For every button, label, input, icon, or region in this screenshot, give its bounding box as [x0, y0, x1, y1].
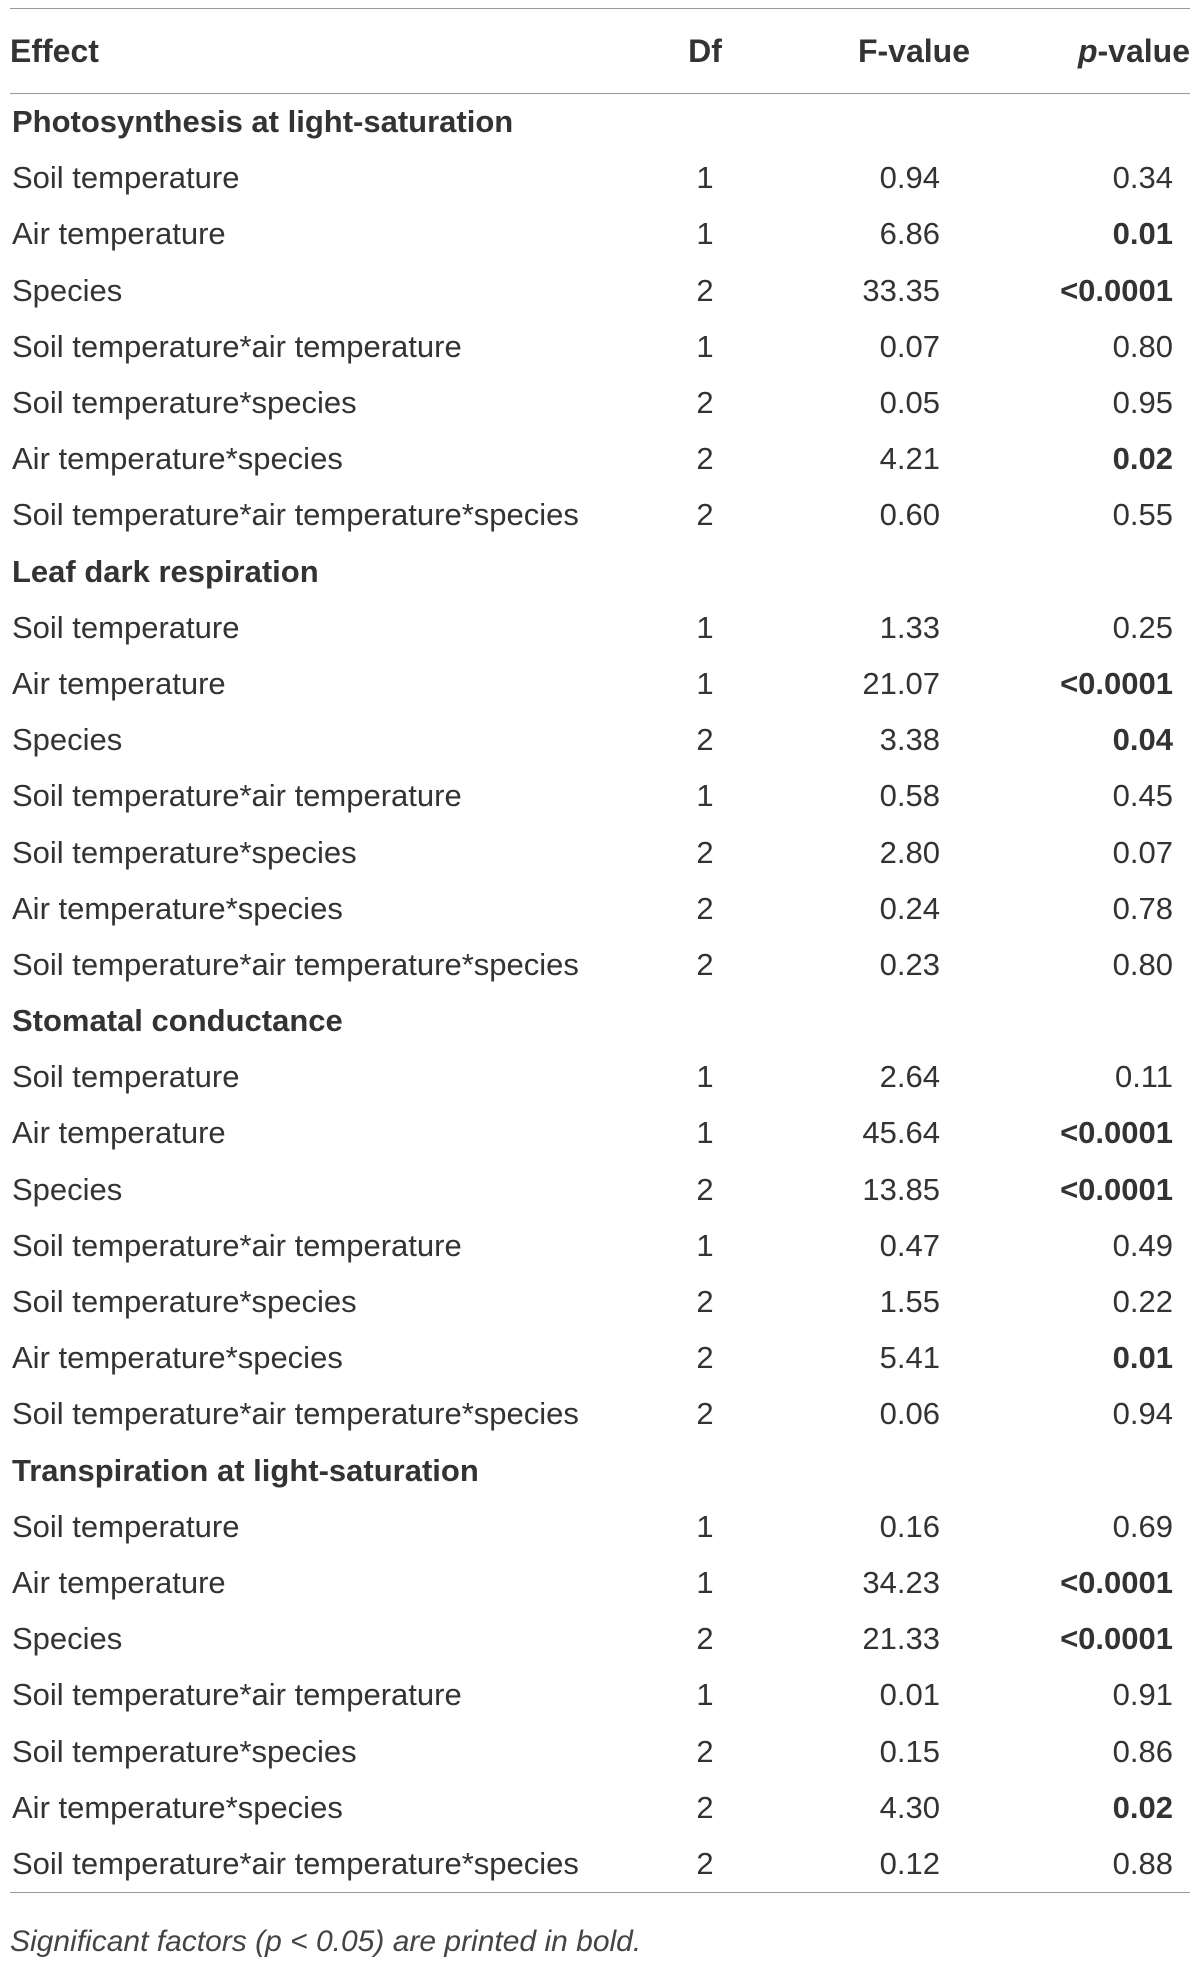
table-row — [10, 150, 1190, 206]
table-row — [10, 1162, 1190, 1218]
table-row — [10, 1274, 1190, 1330]
effect-cell: Soil temperature*species — [12, 1284, 357, 1320]
p-value-cell: <0.0001 — [1060, 1621, 1173, 1657]
f-value-cell: 1.33 — [879, 609, 940, 645]
p-value-cell: 0.04 — [1112, 722, 1173, 758]
table-row — [10, 1049, 1190, 1105]
p-value-cell: 0.69 — [1112, 1508, 1173, 1544]
header-p-rest: -value — [1097, 32, 1190, 69]
section-header-row — [10, 94, 1190, 151]
f-value-cell: 0.47 — [879, 1227, 940, 1263]
table-row — [10, 768, 1190, 824]
header-df: Df — [640, 9, 770, 94]
effect-cell: Air temperature*species — [12, 890, 343, 926]
df-cell: 1 — [696, 665, 714, 701]
section-header-row — [10, 1443, 1190, 1499]
df-cell: 2 — [696, 890, 714, 926]
table-row — [10, 712, 1190, 768]
p-value-cell: 0.80 — [1112, 946, 1173, 982]
section-title: Leaf dark respiration — [12, 553, 319, 589]
effect-cell: Air temperature — [12, 665, 226, 701]
section-header-row — [10, 993, 1190, 1049]
section-title: Stomatal conductance — [12, 1003, 343, 1039]
table-footnote: Significant factors (p < 0.05) are printed in bold. — [10, 1925, 642, 1958]
table-row — [10, 881, 1190, 937]
table-row — [10, 206, 1190, 262]
df-cell: 1 — [696, 1227, 714, 1263]
f-value-cell: 3.38 — [879, 722, 940, 758]
effect-cell: Air temperature*species — [12, 1789, 343, 1825]
effect-cell: Soil temperature*air temperature*species — [12, 497, 579, 533]
f-value-cell: 13.85 — [862, 1171, 940, 1207]
effect-cell: Soil temperature*air temperature*species — [12, 1396, 579, 1432]
table-row — [10, 1218, 1190, 1274]
df-cell: 2 — [696, 1171, 714, 1207]
table-header-row — [10, 9, 1190, 94]
f-value-cell: 1.55 — [879, 1284, 940, 1320]
df-cell: 1 — [696, 1508, 714, 1544]
effect-cell: Soil temperature*air temperature — [12, 328, 462, 364]
p-value-cell: <0.0001 — [1060, 272, 1173, 308]
df-cell: 2 — [696, 497, 714, 533]
df-cell: 2 — [696, 946, 714, 982]
df-cell: 2 — [640, 1836, 770, 1893]
effect-cell: Soil temperature*species — [12, 1733, 357, 1769]
effect-cell: Species — [12, 722, 123, 758]
df-cell: 1 — [696, 1564, 714, 1600]
df-cell: 2 — [696, 834, 714, 870]
anova-table — [10, 8, 1190, 1893]
f-value-cell: 34.23 — [862, 1564, 940, 1600]
effect-cell: Soil temperature*air temperature*species — [12, 946, 579, 982]
f-value-cell: 0.94 — [879, 160, 940, 196]
p-value-cell: 0.95 — [1112, 385, 1173, 421]
section-title: Photosynthesis at light-saturation — [12, 104, 514, 140]
f-value-cell: 21.33 — [862, 1621, 940, 1657]
table-row — [10, 1836, 1190, 1893]
df-cell: 1 — [696, 160, 714, 196]
p-value-cell: 0.01 — [1112, 216, 1173, 252]
f-value-cell: 0.06 — [879, 1396, 940, 1432]
effect-cell: Air temperature — [12, 1115, 226, 1151]
table-row — [10, 1386, 1190, 1442]
df-cell: 1 — [696, 609, 714, 645]
p-value-cell: 0.86 — [1112, 1733, 1173, 1769]
df-cell: 2 — [696, 1340, 714, 1376]
table-row — [10, 1330, 1190, 1386]
table-row — [10, 656, 1190, 712]
p-value-cell: 0.88 — [970, 1836, 1190, 1893]
effect-cell: Species — [12, 1621, 123, 1657]
df-cell: 2 — [696, 1733, 714, 1769]
effect-cell: Soil temperature — [12, 609, 240, 645]
f-value-cell: 0.05 — [879, 385, 940, 421]
df-cell: 2 — [696, 722, 714, 758]
p-value-cell: 0.78 — [1112, 890, 1173, 926]
effect-cell: Soil temperature*air temperature — [12, 1227, 462, 1263]
df-cell: 1 — [696, 1677, 714, 1713]
effect-cell: Air temperature — [12, 1564, 226, 1600]
df-cell: 2 — [696, 1789, 714, 1825]
p-value-cell: 0.02 — [1112, 1789, 1173, 1825]
table-row — [10, 824, 1190, 880]
df-cell: 1 — [696, 216, 714, 252]
f-value-cell: 0.16 — [879, 1508, 940, 1544]
table-row — [10, 1105, 1190, 1161]
table-row — [10, 1667, 1190, 1723]
table-row — [10, 1555, 1190, 1611]
table-row — [10, 487, 1190, 543]
p-value-cell: 0.01 — [1112, 1340, 1173, 1376]
section-title: Transpiration at light-saturation — [12, 1452, 479, 1488]
table-row — [10, 431, 1190, 487]
p-value-cell: <0.0001 — [1060, 1564, 1173, 1600]
p-value-cell: 0.02 — [1112, 441, 1173, 477]
table-row — [10, 937, 1190, 993]
p-value-cell: 0.80 — [1112, 328, 1173, 364]
p-value-cell: 0.34 — [1112, 160, 1173, 196]
table-row — [10, 1780, 1190, 1836]
effect-cell: Soil temperature*species — [12, 834, 357, 870]
df-cell: 2 — [696, 1621, 714, 1657]
f-value-cell: 0.15 — [879, 1733, 940, 1769]
df-cell: 1 — [696, 778, 714, 814]
f-value-cell: 5.41 — [879, 1340, 940, 1376]
header-effect: Effect — [10, 9, 640, 94]
df-cell: 2 — [696, 385, 714, 421]
effect-cell: Soil temperature*species — [12, 385, 357, 421]
f-value-cell: 2.80 — [879, 834, 940, 870]
p-value-cell: 0.11 — [1114, 1059, 1173, 1095]
f-value-cell: 45.64 — [862, 1115, 940, 1151]
effect-cell: Soil temperature*air temperature — [12, 778, 462, 814]
p-value-cell: 0.55 — [1112, 497, 1173, 533]
f-value-cell: 2.64 — [879, 1059, 940, 1095]
table-row — [10, 375, 1190, 431]
p-value-cell: 0.49 — [1112, 1227, 1173, 1263]
f-value-cell: 0.12 — [770, 1836, 970, 1893]
df-cell: 2 — [696, 272, 714, 308]
p-value-cell: 0.94 — [1112, 1396, 1173, 1432]
effect-cell: Air temperature*species — [12, 1340, 343, 1376]
table-body — [10, 94, 1190, 1893]
p-value-cell: 0.22 — [1112, 1284, 1173, 1320]
p-value-cell: <0.0001 — [1060, 1171, 1173, 1207]
df-cell: 1 — [696, 1115, 714, 1151]
f-value-cell: 6.86 — [879, 216, 940, 252]
f-value-cell: 0.60 — [879, 497, 940, 533]
df-cell: 1 — [696, 328, 714, 364]
table-row — [10, 1611, 1190, 1667]
table-row — [10, 600, 1190, 656]
df-cell: 1 — [696, 1059, 714, 1095]
effect-cell: Soil temperature*air temperature*species — [10, 1836, 640, 1893]
f-value-cell: 4.21 — [879, 441, 940, 477]
table-row — [10, 263, 1190, 319]
df-cell: 2 — [696, 1396, 714, 1432]
effect-cell: Air temperature*species — [12, 441, 343, 477]
f-value-cell: 21.07 — [862, 665, 940, 701]
header-p-value — [970, 9, 1190, 94]
p-value-cell: 0.91 — [1112, 1677, 1173, 1713]
section-header-row — [10, 544, 1190, 600]
p-value-cell: <0.0001 — [1060, 1115, 1173, 1151]
table-row — [10, 319, 1190, 375]
df-cell: 2 — [696, 1284, 714, 1320]
f-value-cell: 0.58 — [879, 778, 940, 814]
p-value-cell: <0.0001 — [1060, 665, 1173, 701]
header-f-value: F-value — [770, 9, 970, 94]
f-value-cell: 33.35 — [862, 272, 940, 308]
effect-cell: Species — [12, 1171, 123, 1207]
effect-cell: Soil temperature*air temperature — [12, 1677, 462, 1713]
f-value-cell: 0.23 — [879, 946, 940, 982]
f-value-cell: 0.07 — [879, 328, 940, 364]
p-value-cell: 0.07 — [1112, 834, 1173, 870]
header-p-italic: p — [1077, 32, 1098, 69]
f-value-cell: 4.30 — [879, 1789, 940, 1825]
p-value-cell: 0.45 — [1112, 778, 1173, 814]
f-value-cell: 0.24 — [879, 890, 940, 926]
table-row — [10, 1723, 1190, 1779]
effect-cell: Air temperature — [12, 216, 226, 252]
effect-cell: Soil temperature — [12, 1059, 240, 1095]
f-value-cell: 0.01 — [879, 1677, 940, 1713]
table-row — [10, 1499, 1190, 1555]
df-cell: 2 — [696, 441, 714, 477]
effect-cell: Species — [12, 272, 123, 308]
p-value-cell: 0.25 — [1112, 609, 1173, 645]
effect-cell: Soil temperature — [12, 160, 240, 196]
effect-cell: Soil temperature — [12, 1508, 240, 1544]
